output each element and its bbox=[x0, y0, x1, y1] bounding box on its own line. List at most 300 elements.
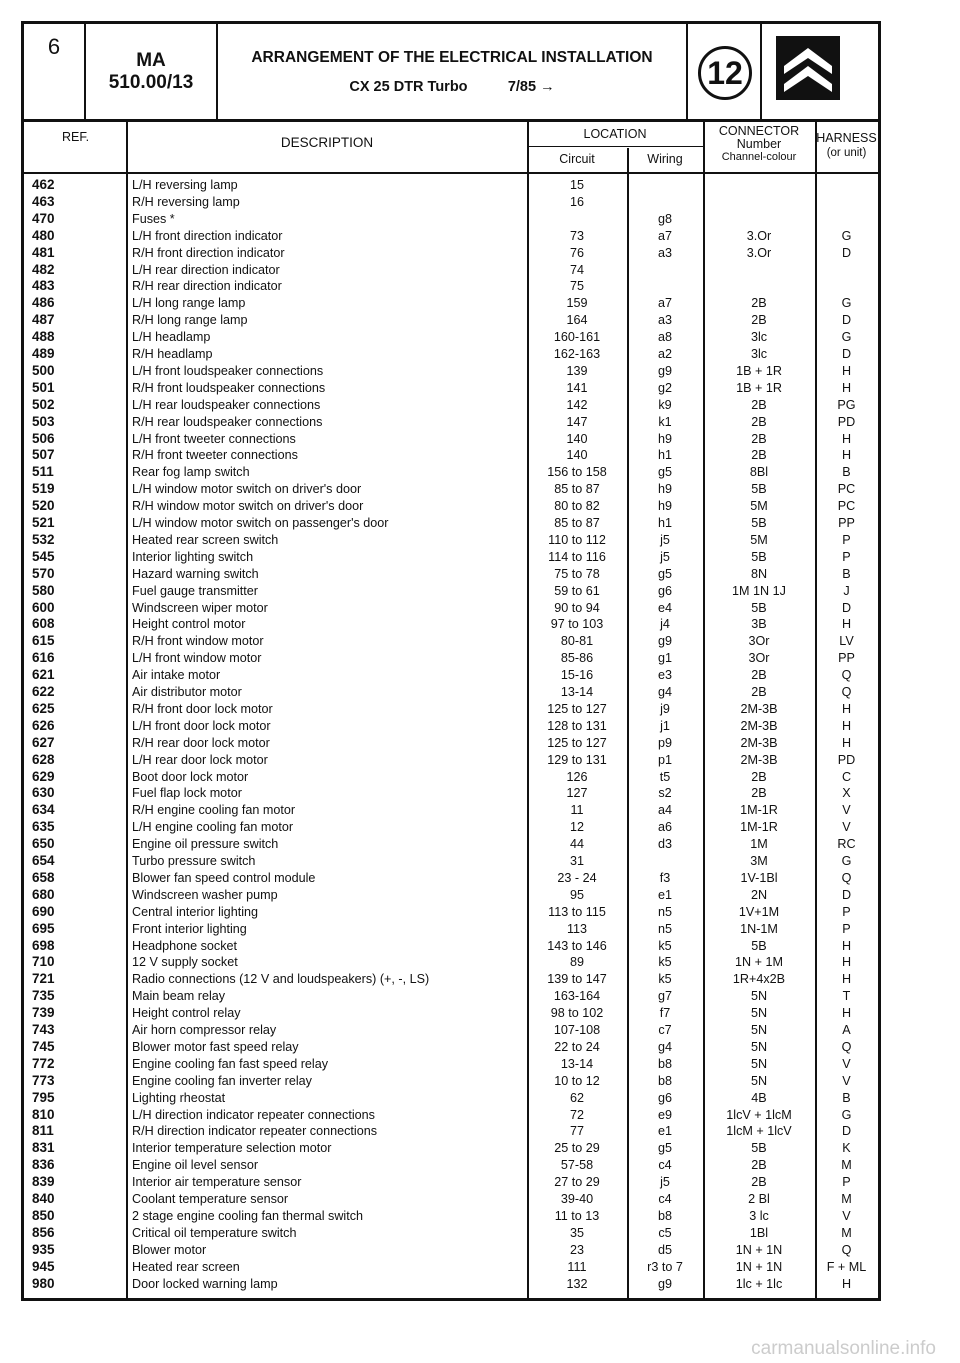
table-row bbox=[24, 971, 878, 988]
table-row bbox=[24, 1140, 878, 1157]
connector-cell: 2B bbox=[751, 685, 767, 699]
connector-header-line-1: CONNECTOR bbox=[718, 124, 800, 138]
connector-cell: 1V-1Bl bbox=[740, 870, 778, 885]
harness-cell: Q bbox=[841, 1039, 852, 1054]
harness-cell: C bbox=[841, 769, 852, 784]
wiring-cell: j5 bbox=[660, 532, 670, 547]
table-row bbox=[24, 414, 878, 431]
description-cell: L/H front door lock motor bbox=[132, 718, 271, 733]
wiring-cell: a7 bbox=[657, 228, 672, 243]
harness-cell: Q bbox=[841, 668, 852, 683]
column-harness bbox=[815, 122, 878, 172]
connector-cell: 5N bbox=[750, 1056, 768, 1071]
connector-cell: 3M bbox=[750, 854, 768, 868]
table-row bbox=[24, 954, 878, 971]
table-row bbox=[24, 194, 878, 211]
wiring-cell: k1 bbox=[658, 414, 672, 429]
table-row bbox=[24, 397, 878, 414]
harness-cell: PD bbox=[837, 414, 856, 429]
wiring-cell: n5 bbox=[657, 921, 672, 936]
circuit-cell: 132 bbox=[566, 1276, 588, 1291]
description-cell: L/H rear door lock motor bbox=[132, 752, 268, 767]
connector-cell: 5N bbox=[750, 989, 768, 1004]
table-row bbox=[24, 769, 878, 786]
connector-cell: 1N + 1N bbox=[735, 1259, 783, 1274]
description-cell: R/H long range lamp bbox=[132, 313, 248, 328]
table-row bbox=[24, 312, 878, 329]
ref-cell: 622 bbox=[32, 684, 55, 699]
connector-cell: 1lcV + 1lcM bbox=[726, 1107, 792, 1122]
table-row bbox=[24, 735, 878, 752]
table-row bbox=[24, 870, 878, 887]
circuit-cell: 164 bbox=[566, 313, 588, 328]
table-row bbox=[24, 1039, 878, 1056]
wiring-cell: a3 bbox=[657, 245, 672, 260]
connector-cell: 5B bbox=[751, 1141, 767, 1156]
ref-cell: 501 bbox=[32, 379, 55, 395]
ref-cell: 616 bbox=[32, 650, 55, 666]
wiring-cell: g6 bbox=[657, 1090, 672, 1105]
circuit-cell: 97 to 103 bbox=[550, 617, 604, 632]
connector-cell: 1M-1R bbox=[740, 803, 778, 818]
wiring-cell: g1 bbox=[657, 651, 672, 666]
description-cell: Turbo pressure switch bbox=[132, 854, 256, 868]
column-header-row bbox=[24, 122, 878, 174]
connector-cell: 1lcM + 1lcV bbox=[726, 1124, 792, 1139]
description-cell: Air intake motor bbox=[132, 668, 221, 683]
description-cell: Fuel gauge transmitter bbox=[132, 583, 258, 598]
circuit-cell: 16 bbox=[569, 194, 584, 209]
connector-cell: 5B bbox=[751, 549, 767, 564]
harness-cell: B bbox=[842, 566, 851, 581]
connector-cell: 2M-3B bbox=[740, 701, 778, 716]
connector-cell: 2N bbox=[750, 887, 768, 902]
wiring-cell: g7 bbox=[657, 989, 672, 1004]
wiring-cell: g9 bbox=[657, 634, 672, 649]
document-reference bbox=[86, 24, 218, 119]
table-row bbox=[24, 785, 878, 802]
description-cell: Radio connections (12 V and loudspeakers) (+, -, LS) bbox=[132, 972, 430, 987]
wiring-cell: r3 to 7 bbox=[647, 1259, 683, 1274]
description-cell: 2 stage engine cooling fan thermal switch bbox=[132, 1208, 364, 1223]
wiring-cell: c4 bbox=[658, 1158, 672, 1173]
wiring-cell: j1 bbox=[660, 718, 670, 733]
connector-cell: 8N bbox=[750, 566, 768, 581]
wiring-cell: c5 bbox=[658, 1225, 672, 1240]
harness-cell: P bbox=[842, 921, 851, 936]
description-cell: L/H rear direction indicator bbox=[132, 262, 280, 277]
harness-cell: G bbox=[841, 854, 852, 868]
connector-cell: 5N bbox=[750, 1073, 768, 1088]
wiring-cell: a7 bbox=[657, 296, 672, 311]
connector-cell: 2B bbox=[751, 414, 767, 429]
wiring-reference-sheet bbox=[21, 21, 881, 1301]
ref-cell: 621 bbox=[32, 667, 55, 683]
circuit-cell: 126 bbox=[566, 769, 588, 784]
wiring-cell: c7 bbox=[658, 1023, 672, 1037]
ref-cell: 743 bbox=[32, 1022, 55, 1037]
harness-cell: M bbox=[841, 1225, 852, 1240]
circuit-cell: 44 bbox=[569, 837, 584, 852]
table-row bbox=[24, 1225, 878, 1242]
title-line-2: CX 25 DTR Turbo 7/85 → bbox=[349, 79, 555, 95]
harness-cell: G bbox=[841, 330, 852, 345]
harness-cell: V bbox=[842, 820, 851, 835]
ref-cell: 462 bbox=[32, 177, 55, 192]
ref-cell: 773 bbox=[32, 1072, 55, 1088]
description-cell: R/H rear door lock motor bbox=[132, 735, 270, 750]
circuit-cell: 75 bbox=[569, 279, 584, 294]
table-row bbox=[24, 684, 878, 701]
ref-cell: 635 bbox=[32, 819, 55, 835]
ref-cell: 690 bbox=[32, 903, 55, 919]
harness-cell: G bbox=[841, 296, 852, 311]
description-cell: Rear fog lamp switch bbox=[132, 465, 250, 480]
column-location: LOCATION bbox=[527, 122, 703, 147]
table-row bbox=[24, 498, 878, 515]
sheet-title bbox=[218, 24, 688, 119]
ref-cell: 831 bbox=[32, 1140, 55, 1156]
harness-cell: PG bbox=[837, 397, 856, 412]
description-cell: Hazard warning switch bbox=[132, 566, 259, 581]
circuit-cell: 80-81 bbox=[560, 634, 594, 649]
table-row bbox=[24, 1191, 878, 1208]
ref-cell: 487 bbox=[32, 312, 55, 328]
harness-cell: J bbox=[843, 583, 850, 598]
table-row bbox=[24, 1073, 878, 1090]
table-row bbox=[24, 1005, 878, 1022]
connector-cell: 5B bbox=[751, 938, 767, 953]
connector-cell: 3.Or bbox=[746, 245, 772, 260]
description-cell: Blower fan speed control module bbox=[132, 870, 316, 885]
table-row bbox=[24, 1157, 878, 1174]
circuit-cell: 125 to 127 bbox=[547, 701, 607, 716]
description-cell: L/H front direction indicator bbox=[132, 228, 283, 243]
harness-cell: RC bbox=[837, 837, 856, 852]
table-row bbox=[24, 363, 878, 380]
description-cell: Heated rear screen bbox=[132, 1259, 240, 1274]
circuit-cell: 12 bbox=[569, 820, 584, 835]
wiring-cell: g4 bbox=[657, 685, 672, 699]
wiring-cell: g6 bbox=[657, 583, 672, 598]
table-row bbox=[24, 515, 878, 532]
circuit-cell: 159 bbox=[566, 296, 588, 311]
circuit-cell: 11 to 13 bbox=[554, 1208, 600, 1223]
harness-cell: D bbox=[841, 600, 852, 615]
table-row bbox=[24, 1242, 878, 1259]
harness-cell: T bbox=[842, 989, 851, 1004]
connector-cell: 3lc bbox=[750, 347, 768, 361]
circuit-cell: 147 bbox=[566, 414, 588, 429]
connector-cell: 2B bbox=[751, 313, 767, 328]
ref-cell: 840 bbox=[32, 1191, 55, 1206]
ref-cell: 615 bbox=[32, 633, 55, 649]
harness-cell: H bbox=[841, 972, 852, 987]
harness-cell: P bbox=[842, 904, 851, 919]
wiring-cell: j9 bbox=[660, 701, 670, 716]
description-cell: R/H window motor switch on driver's door bbox=[132, 499, 364, 514]
ref-cell: 739 bbox=[32, 1005, 55, 1021]
harness-cell: LV bbox=[839, 634, 854, 649]
ref-cell: 503 bbox=[32, 413, 55, 429]
circuit-cell: 57-58 bbox=[560, 1158, 594, 1173]
circuit-cell: 13-14 bbox=[560, 1056, 594, 1071]
ref-cell: 489 bbox=[32, 346, 55, 361]
description-cell: Height control relay bbox=[132, 1006, 241, 1021]
connector-cell: 1B + 1R bbox=[736, 380, 782, 395]
wiring-cell: h9 bbox=[657, 499, 672, 514]
wiring-cell: b8 bbox=[657, 1073, 672, 1088]
circuit-cell: 13-14 bbox=[560, 685, 594, 699]
circuit-cell: 62 bbox=[569, 1090, 584, 1105]
harness-cell: F + ML bbox=[826, 1259, 867, 1274]
table-row bbox=[24, 346, 878, 363]
ref-cell: 608 bbox=[32, 616, 55, 632]
connector-cell: 2M-3B bbox=[740, 718, 778, 733]
table-row bbox=[24, 667, 878, 684]
harness-cell: H bbox=[841, 1006, 852, 1021]
harness-cell: V bbox=[842, 1208, 851, 1223]
table-row bbox=[24, 566, 878, 583]
table-row bbox=[24, 1107, 878, 1124]
connector-cell: 2B bbox=[751, 1175, 767, 1190]
ref-cell: 654 bbox=[32, 853, 55, 868]
table-row bbox=[24, 481, 878, 498]
connector-cell: 1M 1N 1J bbox=[732, 583, 786, 598]
ref-cell: 945 bbox=[32, 1258, 55, 1274]
description-cell: R/H front direction indicator bbox=[132, 245, 285, 260]
circuit-cell: 125 to 127 bbox=[547, 735, 607, 750]
circuit-cell: 77 bbox=[569, 1124, 584, 1139]
wiring-cell: e1 bbox=[657, 1124, 672, 1139]
ref-cell: 850 bbox=[32, 1207, 55, 1223]
ref-cell: 839 bbox=[32, 1174, 55, 1190]
circuit-cell: 22 to 24 bbox=[554, 1039, 600, 1054]
reference-line-1: MA bbox=[136, 50, 166, 71]
harness-cell: PC bbox=[837, 499, 856, 514]
description-cell: Main beam relay bbox=[132, 989, 226, 1004]
ref-cell: 698 bbox=[32, 937, 55, 953]
harness-cell: V bbox=[842, 1073, 851, 1088]
table-row bbox=[24, 380, 878, 397]
connector-cell: 5B bbox=[751, 516, 767, 530]
wiring-cell: h9 bbox=[657, 482, 672, 497]
harness-cell: Q bbox=[841, 685, 852, 699]
table-row bbox=[24, 177, 878, 194]
wiring-cell: j4 bbox=[660, 617, 670, 632]
harness-cell: B bbox=[842, 1090, 851, 1105]
circuit-cell: 156 to 158 bbox=[547, 465, 607, 480]
circuit-cell: 75 to 78 bbox=[554, 566, 600, 581]
circuit-cell: 162-163 bbox=[553, 347, 601, 361]
description-cell: L/H window motor switch on driver's door bbox=[132, 482, 362, 497]
connector-cell: 2M-3B bbox=[740, 752, 778, 767]
harness-cell: M bbox=[841, 1192, 852, 1206]
table-row bbox=[24, 431, 878, 448]
wiring-cell: p1 bbox=[657, 752, 672, 767]
table-row bbox=[24, 802, 878, 819]
harness-header-line-2: (or unit) bbox=[826, 147, 867, 159]
table-row bbox=[24, 718, 878, 735]
ref-cell: 463 bbox=[32, 193, 55, 209]
connector-cell: 3B bbox=[751, 617, 767, 632]
circuit-cell: 95 bbox=[569, 887, 584, 902]
wiring-cell: h1 bbox=[657, 516, 672, 530]
connector-cell: 1R+4x2B bbox=[732, 972, 786, 987]
description-cell: Headphone socket bbox=[132, 938, 238, 953]
table-row bbox=[24, 887, 878, 904]
table-row bbox=[24, 211, 878, 228]
harness-cell: PP bbox=[838, 516, 855, 530]
wiring-cell: a3 bbox=[657, 313, 672, 328]
table-row bbox=[24, 1123, 878, 1140]
ref-cell: 630 bbox=[32, 785, 55, 801]
table-row bbox=[24, 701, 878, 718]
wiring-cell: s2 bbox=[658, 786, 672, 801]
harness-cell: H bbox=[841, 1276, 852, 1291]
wiring-cell: j5 bbox=[660, 549, 670, 564]
table-row bbox=[24, 1276, 878, 1293]
harness-cell: Q bbox=[841, 1242, 852, 1257]
description-cell: R/H headlamp bbox=[132, 347, 213, 361]
description-cell: L/H engine cooling fan motor bbox=[132, 820, 294, 835]
harness-cell: H bbox=[841, 363, 852, 378]
connector-cell: 1N + 1N bbox=[735, 1242, 783, 1257]
wiring-cell: k5 bbox=[658, 972, 672, 987]
citroen-double-chevron-icon bbox=[776, 36, 840, 100]
harness-cell: P bbox=[842, 532, 851, 547]
connector-cell: 3lc bbox=[750, 330, 768, 345]
wiring-cell: f3 bbox=[659, 870, 671, 885]
column-wiring: Wiring bbox=[647, 152, 683, 166]
wiring-cell: a2 bbox=[657, 347, 672, 361]
ref-cell: 511 bbox=[32, 464, 54, 480]
ref-cell: 650 bbox=[32, 836, 55, 852]
circuit-cell: 73 bbox=[569, 228, 584, 243]
connector-cell: 3.Or bbox=[746, 228, 772, 243]
ref-cell: 482 bbox=[32, 261, 55, 277]
table-row bbox=[24, 616, 878, 633]
description-cell: R/H front window motor bbox=[132, 634, 264, 649]
description-cell: L/H front tweeter connections bbox=[132, 431, 296, 446]
wiring-cell: h9 bbox=[657, 431, 672, 446]
ref-cell: 520 bbox=[32, 498, 55, 514]
description-cell: Fuses * bbox=[132, 211, 175, 226]
table-row bbox=[24, 988, 878, 1005]
description-cell: Front interior lighting bbox=[132, 921, 247, 936]
description-cell: R/H direction indicator repeater connections bbox=[132, 1124, 378, 1139]
description-cell: Height control motor bbox=[132, 617, 246, 632]
connector-cell: 3 lc bbox=[749, 1208, 769, 1223]
circuit-cell: 85 to 87 bbox=[554, 482, 600, 497]
wiring-cell: g4 bbox=[657, 1039, 672, 1054]
harness-cell: D bbox=[841, 245, 852, 260]
wiring-cell: c4 bbox=[658, 1192, 672, 1206]
table-row bbox=[24, 583, 878, 600]
table-row bbox=[24, 853, 878, 870]
circuit-cell: 85 to 87 bbox=[554, 516, 600, 530]
harness-cell: P bbox=[842, 1175, 851, 1190]
table-row bbox=[24, 633, 878, 650]
ref-cell: 519 bbox=[32, 481, 55, 497]
harness-cell: H bbox=[841, 701, 852, 716]
wiring-cell: g5 bbox=[657, 566, 672, 581]
table-row bbox=[24, 600, 878, 617]
ref-cell: 856 bbox=[32, 1224, 55, 1240]
description-cell: Fuel flap lock motor bbox=[132, 786, 242, 801]
connector-cell: 2B bbox=[751, 296, 767, 311]
table-row bbox=[24, 295, 878, 312]
table-row bbox=[24, 1090, 878, 1107]
circuit-cell: 15 bbox=[569, 178, 584, 192]
ref-cell: 935 bbox=[32, 1241, 55, 1257]
ref-cell: 506 bbox=[32, 430, 55, 446]
wiring-cell: k5 bbox=[658, 955, 672, 970]
ref-cell: 629 bbox=[32, 768, 55, 784]
harness-cell: Q bbox=[841, 870, 852, 885]
description-cell: R/H front tweeter connections bbox=[132, 448, 298, 463]
harness-cell: H bbox=[841, 448, 852, 463]
description-cell: R/H rear direction indicator bbox=[132, 279, 282, 294]
circuit-cell: 90 to 94 bbox=[554, 600, 600, 615]
wiring-cell: e4 bbox=[657, 600, 672, 615]
circuit-cell: 107-108 bbox=[553, 1023, 601, 1037]
description-cell: Critical oil temperature switch bbox=[132, 1225, 297, 1240]
description-cell: Blower motor fast speed relay bbox=[132, 1039, 299, 1054]
circuit-cell: 111 bbox=[567, 1259, 587, 1274]
ref-cell: 810 bbox=[32, 1106, 55, 1122]
description-cell: Engine oil pressure switch bbox=[132, 837, 279, 852]
table-row bbox=[24, 819, 878, 836]
circuit-cell: 10 to 12 bbox=[554, 1073, 600, 1088]
ref-cell: 600 bbox=[32, 599, 55, 615]
wiring-cell: n5 bbox=[657, 904, 672, 919]
table-row bbox=[24, 1259, 878, 1276]
table-row bbox=[24, 1022, 878, 1039]
wiring-cell: a6 bbox=[657, 820, 672, 835]
ref-cell: 626 bbox=[32, 717, 55, 733]
table-row bbox=[24, 921, 878, 938]
circuit-cell: 140 bbox=[566, 448, 588, 463]
connector-cell: 5N bbox=[750, 1039, 768, 1054]
connector-cell: 1M bbox=[750, 837, 768, 852]
description-cell: L/H front window motor bbox=[132, 651, 262, 666]
section-number: 12 bbox=[698, 46, 752, 100]
connector-cell: 3Or bbox=[748, 651, 770, 666]
description-cell: 12 V supply socket bbox=[132, 955, 238, 970]
ref-cell: 811 bbox=[32, 1123, 54, 1139]
column-ref: REF. bbox=[61, 130, 90, 144]
circuit-cell: 143 to 146 bbox=[547, 938, 607, 953]
column-connector bbox=[703, 122, 815, 172]
table-row bbox=[24, 752, 878, 769]
circuit-cell: 139 to 147 bbox=[547, 972, 607, 987]
harness-cell: P bbox=[842, 549, 851, 564]
connector-cell: 2B bbox=[751, 1158, 767, 1173]
connector-header-line-2: Number bbox=[736, 137, 782, 151]
wiring-cell: g2 bbox=[657, 380, 672, 395]
ref-cell: 545 bbox=[32, 548, 55, 564]
description-cell: L/H window motor switch on passenger's door bbox=[132, 516, 389, 530]
description-cell: Engine oil level sensor bbox=[132, 1158, 259, 1173]
harness-cell: H bbox=[841, 380, 852, 395]
connector-cell: 5M bbox=[750, 499, 768, 514]
harness-cell: PP bbox=[838, 651, 855, 666]
circuit-cell: 113 bbox=[566, 921, 588, 936]
description-cell: L/H headlamp bbox=[132, 330, 211, 345]
watermark: carmanualsonline.info bbox=[751, 1338, 936, 1359]
ref-cell: 507 bbox=[32, 447, 55, 463]
